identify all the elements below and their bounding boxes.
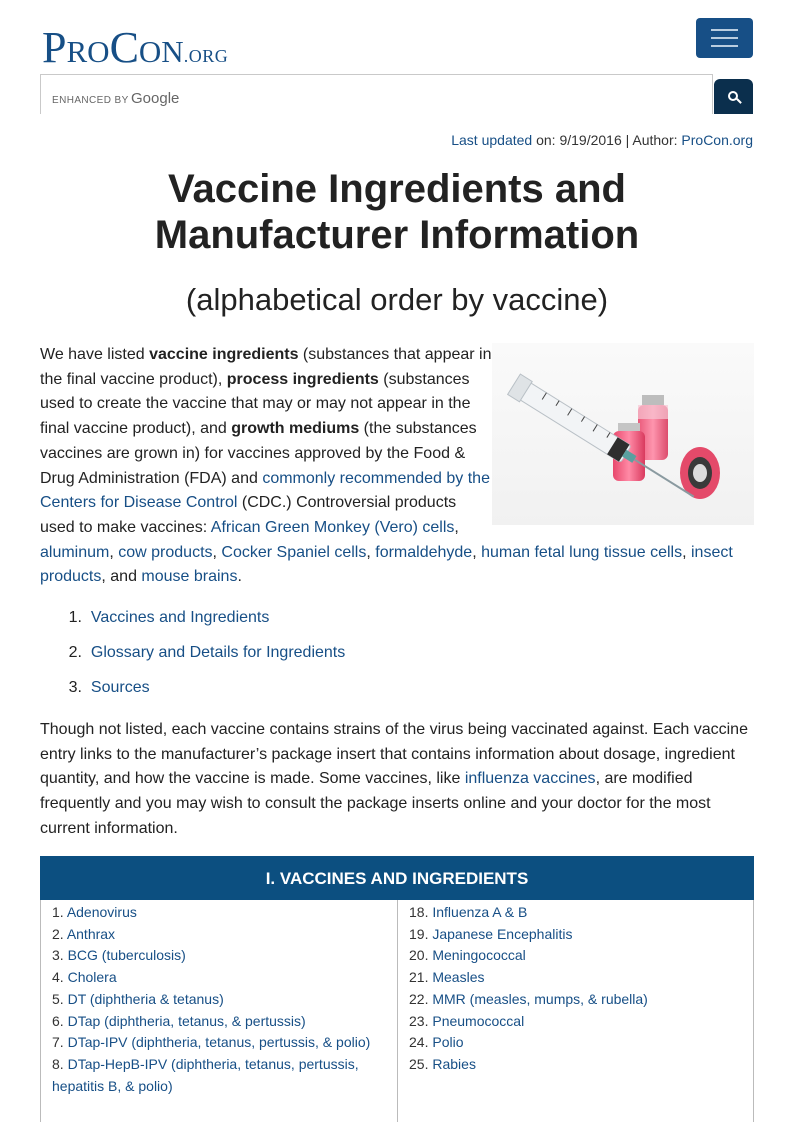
vaccine-link[interactable]: Influenza A & B	[432, 904, 528, 920]
list-item	[409, 924, 743, 946]
list-number: 8.	[52, 1055, 64, 1072]
toc-item	[40, 606, 345, 641]
intro-text: (CDC.) Controversial products used to make vaccines:	[40, 494, 457, 536]
list-number: 22.	[409, 990, 429, 1007]
table-of-contents	[40, 606, 345, 711]
list-number: 1.	[52, 904, 64, 920]
logo-letter: RO	[66, 34, 110, 69]
list-item	[409, 1011, 743, 1033]
last-updated-link[interactable]: Last updated	[451, 132, 533, 148]
vaccine-link[interactable]: DTap-HepB-IPV (diphtheria, tetanus, pertussis, hepatitis B, & polio)	[52, 1055, 359, 1094]
search-input[interactable]	[40, 74, 713, 114]
vaccine-link[interactable]: Anthrax	[66, 925, 116, 942]
vaccine-list-left	[40, 900, 398, 1122]
search-icon-handle	[736, 98, 742, 104]
formaldehyde-link[interactable]: formaldehyde	[375, 543, 473, 561]
info-text: Though not listed, each vaccine contains strains of the virus being vaccinated against. Each vaccine entry links to the manufacturer’s package insert that contains information about dosage, ingredient quantity, and how the vaccine is made. Some vaccines, like	[40, 721, 748, 788]
list-item	[52, 1011, 387, 1033]
enhanced-by-label: ENHANCED BY	[52, 95, 129, 106]
list-item	[52, 945, 387, 967]
toc-link-glossary[interactable]: Glossary and Details for Ingredients	[90, 644, 346, 661]
list-number: 5.	[52, 990, 64, 1007]
vaccine-link[interactable]: DTap (diphtheria, tetanus, & pertussis)	[67, 1012, 306, 1029]
fetal-lung-cells-link[interactable]: human fetal lung tissue cells	[481, 543, 683, 561]
intro-text: , and	[101, 568, 142, 586]
insect-products-link[interactable]: insect products	[40, 543, 733, 586]
intro-text: (substances that appear in the final vaccine product),	[40, 346, 492, 388]
list-item	[52, 1054, 387, 1097]
aluminum-link[interactable]: aluminum	[40, 543, 110, 561]
list-item	[52, 1032, 387, 1054]
toc-item	[40, 676, 345, 711]
search-button[interactable]	[714, 79, 753, 114]
list-number: 6.	[52, 1012, 64, 1029]
list-item	[52, 902, 387, 924]
vaccine-link[interactable]: Polio	[432, 1034, 464, 1051]
vaccine-link[interactable]: Measles	[432, 969, 485, 986]
vaccine-image	[492, 343, 754, 525]
intro-bold: vaccine ingredients	[149, 346, 299, 363]
vaccines-section-heading: I. VACCINES AND INGREDIENTS	[40, 856, 754, 900]
intro-text: .	[237, 568, 242, 586]
syringe-vials-image	[492, 343, 754, 525]
procon-logo[interactable]	[42, 22, 228, 73]
vaccine-link[interactable]: Cholera	[67, 969, 117, 986]
intro-text: ,	[682, 543, 691, 561]
hamburger-menu-icon	[711, 29, 738, 31]
list-number: 4.	[52, 969, 64, 986]
list-item	[52, 967, 387, 989]
vaccine-link[interactable]: Pneumococcal	[432, 1012, 525, 1029]
menu-button[interactable]	[696, 18, 753, 58]
list-item	[52, 989, 387, 1011]
list-number: 19.	[409, 925, 429, 942]
list-number: 20.	[409, 947, 429, 964]
list-number: 21.	[409, 969, 429, 986]
hamburger-menu-icon	[711, 37, 738, 39]
intro-text: (the substances vaccines are grown in) for vaccines approved by the Food & Drug Administration (FDA) and	[40, 420, 477, 487]
vaccine-link[interactable]: Meningococcal	[432, 947, 526, 964]
list-number: 2.	[52, 925, 64, 942]
list-item	[409, 1054, 743, 1076]
cdc-link[interactable]: commonly recommended by the Centers for Disease Control	[40, 469, 490, 512]
intro-paragraph	[40, 343, 754, 590]
toc-link-vaccines[interactable]: Vaccines and Ingredients	[90, 609, 270, 626]
intro-bold: growth mediums	[231, 420, 360, 438]
intro-text: ,	[472, 543, 482, 561]
page-subtitle: (alphabetical order by vaccine)	[185, 282, 609, 317]
logo-org: .ORG	[183, 46, 229, 66]
info-paragraph	[40, 718, 754, 842]
vaccine-link[interactable]: Adenovirus	[66, 904, 137, 920]
intro-text: We have listed	[40, 346, 150, 363]
list-number: 23.	[409, 1012, 429, 1029]
intro-text: ,	[366, 543, 376, 561]
list-number: 7.	[52, 1034, 64, 1051]
list-item	[409, 945, 743, 967]
intro-text: ,	[454, 518, 459, 536]
logo-letter: C	[109, 23, 139, 72]
toc-number: 3.	[68, 679, 82, 696]
google-logo: Google	[131, 90, 180, 107]
list-number: 18.	[409, 904, 429, 920]
toc-link-sources[interactable]: Sources	[90, 679, 150, 696]
info-text: , are modified frequently and you may wish to consult the package inserts online and your doctor for the most current information.	[40, 770, 711, 837]
list-item	[409, 1032, 743, 1054]
list-item	[409, 967, 743, 989]
list-item	[52, 924, 387, 946]
intro-text: ,	[109, 543, 119, 561]
influenza-vaccines-link[interactable]: influenza vaccines	[464, 770, 596, 788]
cocker-spaniel-link[interactable]: Cocker Spaniel cells	[221, 543, 367, 561]
vaccine-link[interactable]: DTap-IPV (diphtheria, tetanus, pertussis, & polio)	[67, 1034, 371, 1051]
list-item	[409, 902, 743, 924]
list-item	[409, 989, 743, 1011]
author-link[interactable]: ProCon.org	[681, 132, 753, 148]
logo-letter: ON	[138, 34, 184, 69]
vaccine-link[interactable]: BCG (tuberculosis)	[67, 947, 186, 964]
vaccine-list-right	[397, 900, 754, 1122]
vero-cells-link[interactable]: African Green Monkey (Vero) cells	[210, 518, 455, 536]
intro-text: (substances used to create the vaccine that may or may not appear in the final vaccine product), and	[40, 370, 471, 438]
toc-number: 1.	[68, 609, 82, 626]
intro-bold: process ingredients	[226, 370, 379, 388]
vaccine-link[interactable]: Rabies	[432, 1055, 476, 1072]
mouse-brains-link[interactable]: mouse brains	[141, 568, 238, 586]
vaccine-link[interactable]: Japanese Encephalitis	[432, 925, 573, 942]
hamburger-menu-icon	[711, 45, 738, 47]
list-number: 3.	[52, 947, 64, 964]
list-number: 24.	[409, 1034, 429, 1051]
page-title: Vaccine Ingredients and Manufacturer Information	[154, 167, 640, 257]
vaccine-link[interactable]: MMR (measles, mumps, & rubella)	[432, 990, 648, 1007]
last-updated-line	[451, 132, 753, 148]
intro-text: ,	[212, 543, 222, 561]
cow-products-link[interactable]: cow products	[118, 543, 213, 561]
logo-letter: P	[42, 23, 67, 72]
toc-number: 2.	[68, 644, 82, 661]
vaccine-link[interactable]: DT (diphtheria & tetanus)	[67, 990, 224, 1007]
toc-item	[40, 641, 345, 676]
last-updated-text: on: 9/19/2016 | Author:	[532, 132, 682, 148]
list-number: 25.	[409, 1055, 429, 1072]
